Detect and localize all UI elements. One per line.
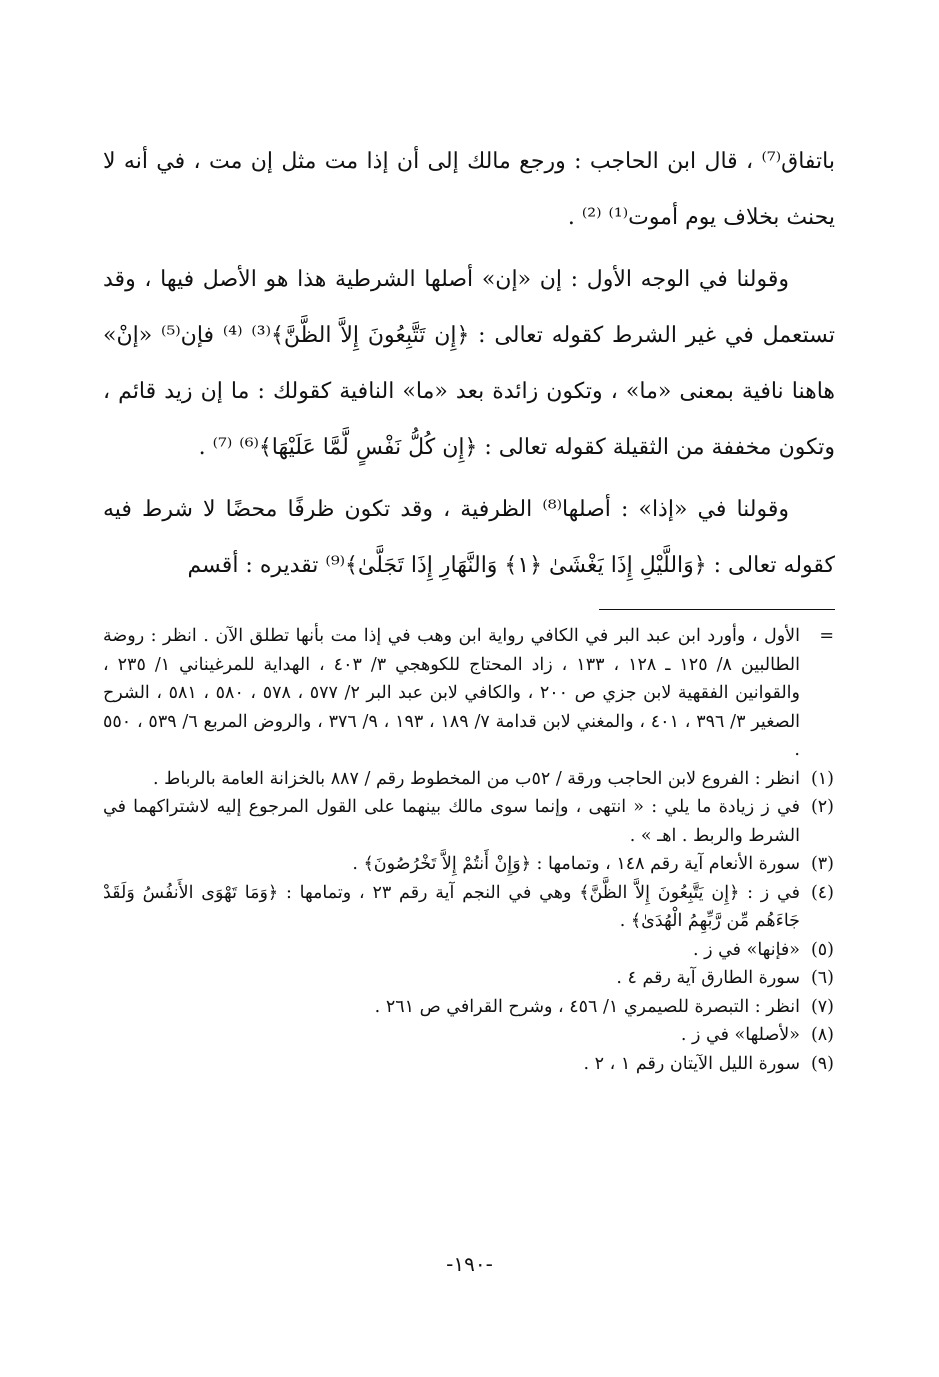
footnote-6 [103, 964, 834, 993]
footnote-9 [103, 1050, 834, 1079]
footnote-number-3: (٣) [810, 854, 834, 874]
footnote-text-4: في ز : ﴿إِن يَتَّبِعُونَ إِلاَّ الظَّنَّ﴾ وهي في النجم آية رقم ٢٣ ، وتمامها : ﴿وَمَا تَهْوَى الأَنفُسُ وَلَقَدْ جَاءَهُم مِّن رَّبِّهِمُ الْهُدَىٰ﴾ . [103, 882, 800, 931]
footnote-number-2: (٢) [810, 797, 834, 817]
footnotes-section [103, 622, 834, 1078]
footnote-text-2: في ز زيادة ما يلي : « انتهى ، وإنما سوى مالك بينهما على القول المرجوع إليه لاشتراكهما في الشرط والربط . اهـ » . [103, 797, 800, 846]
page-number: -١٩٠- [446, 1252, 493, 1276]
paragraph-3: وقولنا في «إذا» : أصلها⁽⁸⁾ الظرفية ، وقد تكون ظرفًا محضًا لا شرط فيه كقوله تعالى : ﴿وَاللَّيْلِ إِذَا يَغْشَىٰ ﴿١﴾ وَالنَّهَارِ إِذَا تَجَلَّىٰ﴾⁽⁹⁾ تقديره : أقسم [103, 497, 835, 578]
footnote-number-7: (٧) [810, 996, 834, 1017]
footnote-text-3: سورة الأنعام آية رقم ١٤٨ ، وتمامها : ﴿وَإِنْ أَنتُمْ إِلاَّ تَخْرُصُونَ﴾ . [352, 854, 800, 874]
footnote-5 [103, 936, 834, 965]
footnote-number-9: (٩) [810, 1053, 834, 1074]
footnote-text-9: سورة الليل الآيتان رقم ١ ، ٢ . [583, 1053, 800, 1074]
footnote-1 [103, 765, 834, 794]
footnote-continued [103, 622, 834, 765]
footnote-number-continued: = [819, 626, 834, 646]
footnote-text-7: انظر : التبصرة للصيمري ١/ ٤٥٦ ، وشرح القرافي ص ٢٦١ . [374, 996, 800, 1017]
footnote-number-4: (٤) [810, 882, 834, 903]
footnote-text-continued: الأول ، وأورد ابن عبد البر في الكافي رواية ابن وهب في إذا مت بأنها تطلق الآن . انظر : روضة الطالبين ٨/ ١٢٥ ـ ١٢٨ ، ١٣٣ ، زاد المحتاج للكوهجي ٣/ ٤٠٣ ، الهداية للمرغيناني ١/ ٢٣٥ ، والقوانين الفقهية لابن جزي ص ٢٠٠ ، والكافي لابن عبد البر ٢/ ٥٧٧ ، ٥٧٨ ، ٥٨٠ ، ٥٨١ ، الشرح الصغير ٣/ ٣٩٦ ، ٤٠١ ، والمغني لابن قدامة ٧/ ١٨٩ ، ١٩٣ ، ٩/ ٣٧٦ ، والروض المربع ٦/ ٥٣٩ ، ٥٥٠ . [103, 626, 801, 760]
footnote-text-8: «لأصلها» في ز . [680, 1025, 800, 1045]
footnote-number-8: (٨) [810, 1025, 834, 1045]
footnote-2 [103, 793, 834, 850]
paragraph-1: باتفاق⁽⁷⁾ ، قال ابن الحاجب : ورجع مالك إلى أن إذا مت مثل إن مت ، في أنه لا يحنث بخلاف يوم أموت⁽¹⁾ ⁽²⁾ . [103, 149, 835, 230]
footnote-7 [103, 993, 834, 1022]
footnote-number-5: (٥) [810, 939, 834, 960]
footnote-text-5: «فإنها» في ز . [692, 939, 800, 960]
footnote-text-1: انظر : الفروع لابن الحاجب ورقة / ٥٢ب من المخطوط رقم / ٨٨٧ بالخزانة العامة بالرباط . [153, 768, 800, 789]
main-text [103, 134, 835, 594]
footnote-number-6: (٦) [810, 968, 834, 988]
footnote-divider [599, 609, 835, 610]
footnote-number-1: (١) [810, 768, 834, 789]
paragraph-2: وقولنا في الوجه الأول : إن «إن» أصلها الشرطية هذا هو الأصل فيها ، وقد تستعمل في غير الشرط كقوله تعالى : ﴿إِن تَتَّبِعُونَ إِلاَّ الظَّنَّ﴾⁽³⁾ ⁽⁴⁾ فإن⁽⁵⁾ «إنْ» هاهنا نافية بمعنى «ما» ، وتكون زائدة بعد «ما» النافية كقولك : ما إن زيد قائم ، وتكون مخففة من الثقيلة كقوله تعالى : ﴿إِن كُلُّ نَفْسٍ لَّمَّا عَلَيْهَا﴾⁽⁶⁾ ⁽⁷⁾ . [103, 267, 835, 460]
footnote-text-6: سورة الطارق آية رقم ٤ . [616, 968, 800, 988]
footnote-4 [103, 879, 834, 936]
footnote-8 [103, 1021, 834, 1050]
footnote-3 [103, 850, 834, 879]
